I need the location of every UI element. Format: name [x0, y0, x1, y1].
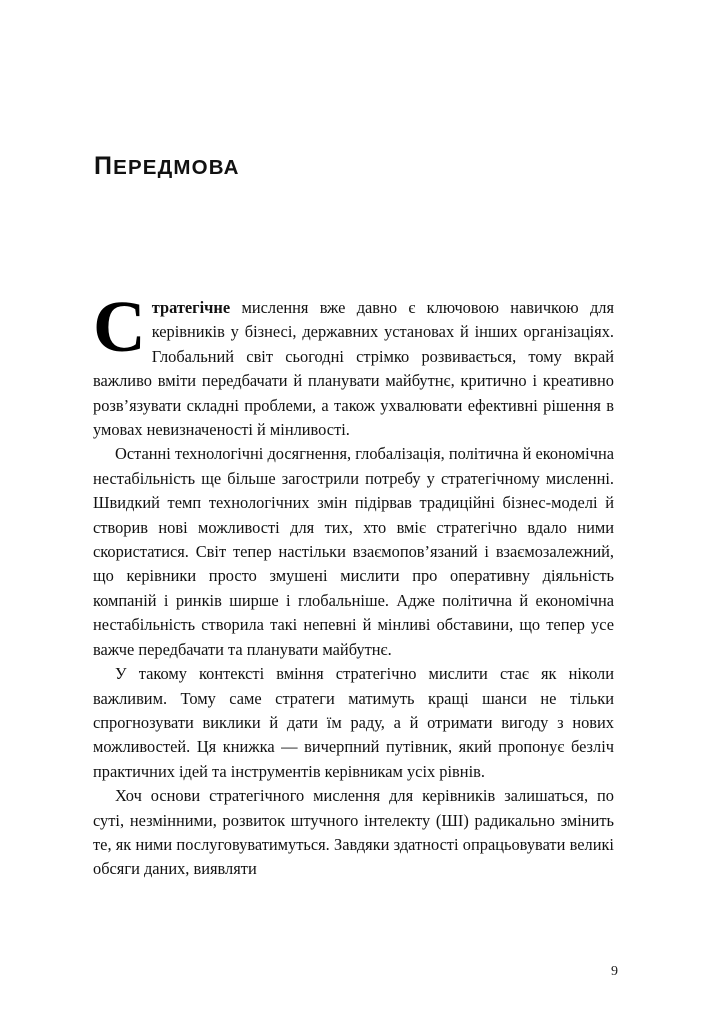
page-title-rest: ЕРЕДМОВА [113, 156, 240, 180]
drop-cap: С [93, 286, 146, 367]
paragraph-1-body: мислення вже давно є ключовою навичкою для керівників у бізнесі, державних установах й інших організаціях. Глобальний світ сьогодні стрімко розвивається, тому вкрай важливо вміти передбачати й планувати майбутнє, критично і креативно розв’язувати складні проблеми, а також ухвалювати ефективні рішення в умовах невизначеності й мінливості. [93, 298, 614, 440]
page-title [94, 154, 240, 179]
paragraph-1-lead: тратегічне [151, 298, 231, 317]
paragraph-3: У такому контексті вміння стратегічно мислити стає як ніколи важливим. Тому саме стратеги матимуть кращі шанси не тільки спрогнозувати виклики й дати їм раду, а й отримати вигоду з нових можливостей. Ця книжка — вичерпний путівник, який пропонує безліч практичних ідей та інструментів керівникам усіх рівнів. [93, 664, 614, 781]
paragraph-2: Останні технологічні досягнення, глобалізація, політична й економічна нестабільність ще більше загострили потребу у стратегічному мисленні. Швидкий темп технологічних змін підірвав традиційні бізнес-моделі й створив нові можливості для тих, хто вміє стратегічно вдало ними скористатися. Світ тепер настільки взаємопов’язаний і взаємозалежний, що керівники просто змушені мислити про оперативну діяльність компаній і ринків ширше і глобальніше. Адже політична й економічна нестабільність створила такі непевні й мінливі обставини, що тепер усе важче передбачати та планувати майбутнє. [93, 444, 614, 659]
paragraph-4: Хоч основи стратегічного мислення для керівників залишаться, по суті, незмінними, розвиток штучного інтелекту (ШІ) радикально змінить те, як ними послуговуватимуться. Завдяки здатності опрацьовувати великі обсяги даних, виявляти [93, 786, 614, 879]
page-title-first-letter: П [94, 152, 114, 181]
page-number: 9 [611, 964, 618, 979]
body-text-column [93, 286, 614, 882]
paragraph-1 [93, 286, 614, 442]
